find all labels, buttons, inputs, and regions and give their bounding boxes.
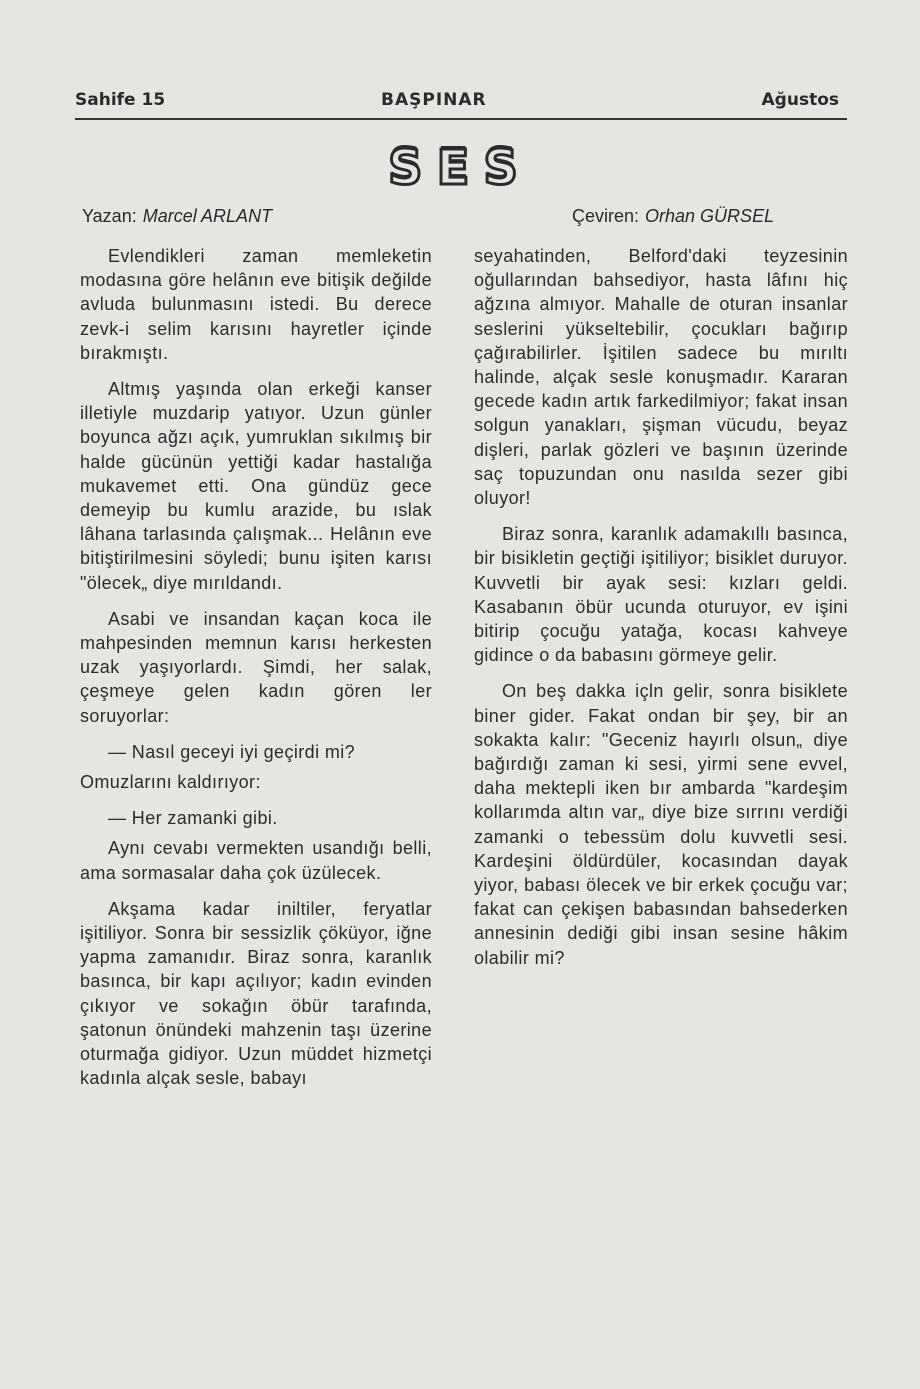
paragraph: Akşama kadar iniltiler, feryatlar işitiliyor. Sonra bir sessizlik çöküyor, iğne yapma zamanıdır. Biraz sonra, karanlık basınca, bir kapı açılıyor; kadın evinden çıkıyor ve sokağın öbür tarafında, şatonun önündeki mahzenin taşı üzerine oturmağa gidiyor. Uzun müddet hizmetçi kadınla alçak sesle, babayı: [80, 898, 432, 1089]
translator-name: Orhan GÜRSEL: [645, 206, 775, 226]
paragraph: On beş dakka içln gelir, sonra bisiklete biner gider. Fakat ondan bir şey, bir an sokakta kalır: "Geceniz hayırlı olsun„ diye bağırdığı zaman ki sesi, yirmi sene evvel, daha mektepli iken bır ambarda "kardeşim kollarımda altın var„ diye bize sırrını verdiği zamanki o tebessüm dolu kuvvetli sesi. Kardeşini öldürdüler, kocasından dayak yiyor, babası ölecek ve bir erkek çocuğu var; fakat can çekişen babasından bahsederken annesinin dediği gibi insan sesine hâkim olabilir mi?: [474, 681, 848, 968]
page-number: Sahife 15: [75, 90, 166, 110]
issue-month: Ağustos: [761, 90, 839, 110]
right-column: [474, 244, 848, 982]
paragraph: Omuzlarını kaldırıyor:: [80, 772, 261, 793]
dialogue-line: — Nasıl geceyi iyi geçirdi mi?: [108, 741, 356, 762]
translator-byline: [572, 206, 774, 227]
author-byline: [82, 206, 272, 227]
dialogue-line: — Her zamanki gibi.: [108, 808, 278, 829]
paragraph: seyahatinden, Belford'daki teyzesinin oğullarından bahsediyor, hasta lâfını hiç ağzına almıyor. Mahalle de oturan insanlar seslerini yükseltebilir, çocukları bağırıp çağırabilirler. İşitilen sadece bu mırıltı halinde, alçak sesle konuşmadır. Kararan gecede kadın artık farkedilmiyor; fakat insan solgun yanakları, şişman vücudu, beyaz dişleri, parlak gözleri ve başının üzerinde saç topuzundan onu nasılda sezer gibi oluyor!: [474, 246, 848, 509]
left-column: [80, 244, 432, 1103]
author-name: Marcel ARLANT: [142, 206, 273, 226]
paragraph: Asabi ve insandan kaçan koca ile mahpesinden memnun karısı herkesten uzak yaşıyorlardı. Şimdi, her salak, çeşmeye gelen kadın gören ler soruyorlar:: [80, 608, 432, 726]
page-header: [75, 88, 847, 120]
paragraph: Altmış yaşında olan erkeği kanser illetiyle muzdarip yatıyor. Uzun günler boyunca ağzı açık, yumruklan sıkılmış bir halde gücünün yettiği kadar hastalığa mukavemet etti. Ona gündüz gece demeyip bu kumlu arazide, bu ıslak lâhana tarlasında çalışmak... Helânın eve bitiştirilmesini söyledi; bunu işiten karısı "ölecek„ diye mırıldandı.: [80, 379, 432, 593]
story-title: SES: [388, 140, 532, 196]
translator-label: Çeviren:: [572, 206, 640, 226]
paragraph: Aynı cevabı vermekten usandığı belli, ama sormasalar daha çok üzülecek.: [80, 838, 432, 883]
magazine-name: BAŞPINAR: [381, 90, 487, 110]
author-label: Yazan:: [82, 206, 137, 226]
paragraph: Evlendikleri zaman memleketin modasına göre helânın eve bitişik değilde avluda bulunmasını istedi. Bu derece zevk-i selim karısını hayretler içinde bırakmıştı.: [80, 246, 432, 363]
paragraph: Biraz sonra, karanlık adamakıllı basınca, bir bisikletin geçtiği işitiliyor; bisiklet duruyor. Kuvvetli bir ayak sesi: kızları geldi. Kasabanın öbür ucunda oturuyor, ev işini bitirip çocuğu yatağa, kocası kahveye gidince o da babasını görmeye gelir.: [474, 524, 848, 666]
